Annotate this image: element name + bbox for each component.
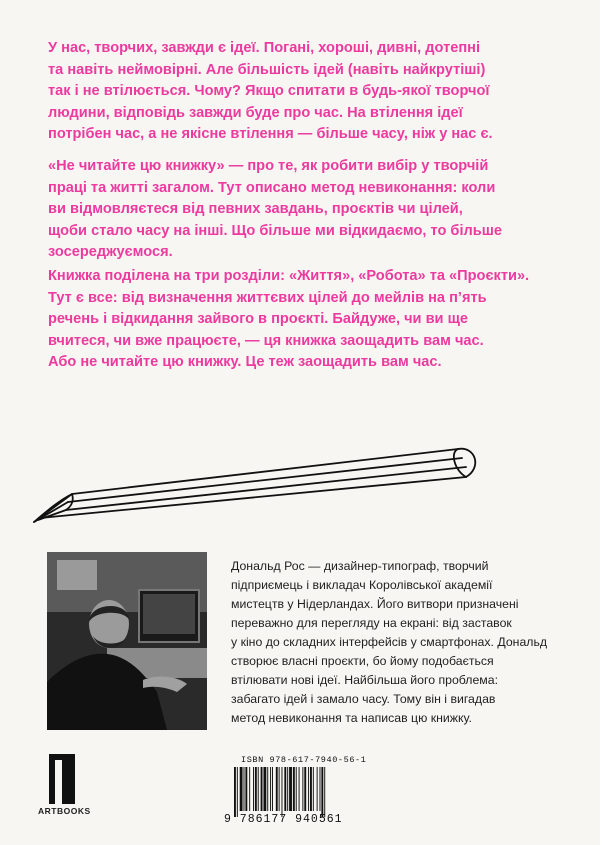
text-line: зосереджуємося. [48, 244, 173, 260]
barcode-bar [279, 767, 280, 811]
barcode-bar [299, 767, 300, 811]
text-line: підприємець і викладач Королівської академії [231, 578, 493, 592]
text-line: забагато ідей і замало часу. Тому він і вигадав [231, 692, 496, 706]
text-line: Книжка поділена на три розділи: «Життя», «Робота» та «Проєкти». [48, 268, 530, 284]
barcode-digits: 9 786177 940561 [224, 813, 343, 826]
barcode-bar [287, 767, 288, 811]
barcode-bar [284, 767, 286, 811]
barcode-bar [234, 767, 236, 817]
text-line: створює власні проєкти, бо йому подобається [231, 654, 494, 668]
text-line: потрібен час, а не якісне втілення — більше часу, ніж у нас є. [48, 126, 493, 142]
text-line: Дональд Рос — дизайнер-типограф, творчий [231, 559, 489, 573]
barcode-bar [304, 767, 306, 811]
text-line: так і не втілюється. Чому? Якщо спитати в будь-якої творчої [48, 83, 490, 99]
text-line: «Не читайте цю книжку» — про те, як робити вибір у творчій [48, 158, 489, 174]
text-line: метод невиконання та написав цю книжку. [231, 711, 472, 725]
barcode-bar [272, 767, 273, 811]
barcode-bar [320, 767, 321, 811]
barcode-bar [244, 767, 245, 811]
barcode-bar [255, 767, 257, 811]
text-line: у кіно до складних інтерфейсів у смартфонах. Дональд [231, 635, 548, 649]
text-line: праці та житті загалом. Тут описано метод невиконання: коли [48, 179, 496, 196]
text-line: щоби стало часу на інші. Що більше ми відкидаємо, то більше [48, 222, 503, 239]
barcode-bar [321, 767, 323, 817]
publisher-name: ARTBOOKS [38, 806, 91, 816]
barcode-bar [289, 767, 292, 811]
barcode-bar [253, 767, 254, 811]
text-line: Або не читайте цю книжку. Це теж заощадить вам час. [48, 354, 442, 370]
author-bio [231, 557, 581, 728]
barcode-bar [296, 767, 297, 811]
barcode-bar [313, 767, 314, 811]
isbn-label: ISBN 978-617-7940-56-1 [241, 755, 367, 765]
barcode-bar [324, 767, 325, 817]
barcode-bar [263, 767, 266, 811]
barcode-bar [240, 767, 243, 811]
intro-paragraph-2 [48, 156, 568, 264]
text-line: вчитеся, чи вже працюєте, — ця книжка заощадить вам час. [48, 332, 484, 349]
text-line: мистецтв у Нідерландах. Його витвори призначені [231, 597, 519, 611]
barcode-bar [308, 767, 309, 811]
barcode-bar [258, 767, 259, 811]
author-photo [47, 552, 207, 730]
barcode-bar [310, 767, 312, 811]
intro-paragraph-1 [48, 38, 568, 146]
barcode-bar [302, 767, 303, 811]
barcode-bar [261, 767, 263, 811]
barcode-bar [317, 767, 318, 811]
text-line: людини, відповідь завжди буде про час. На втілення ідеї [48, 104, 463, 121]
barcode-bar [245, 767, 247, 811]
text-line: переважно для перегляду на екрані: від заставок [231, 616, 512, 630]
text-line: втілювати нові ідеї. Найбільша його проблема: [231, 673, 499, 687]
pencil-illustration [30, 440, 500, 540]
text-line: Тут є все: від визначення життєвих цілей до мейлів на п’ять [48, 289, 487, 306]
barcode-bar [267, 767, 268, 811]
barcode-bar [270, 767, 271, 811]
barcode-bar [237, 767, 238, 817]
text-line: У нас, творчих, завжди є ідеї. Погані, хороші, дивні, дотепні [48, 40, 481, 56]
text-line: речень і відкидання зайвого в проєкті. Байдуже, чи ви ще [48, 311, 469, 327]
text-line: ви відмовляєтеся від певних завдань, проєктів чи цілей, [48, 201, 463, 217]
barcode [232, 767, 362, 819]
intro-paragraph-3 [48, 266, 568, 374]
artbooks-logo-icon [40, 752, 90, 808]
barcode-bar [293, 767, 295, 811]
text-line: та навіть неймовірні. Але більшість ідей (навіть найкрутіші) [48, 61, 486, 78]
barcode-bar [282, 767, 283, 817]
barcode-bar [276, 767, 278, 811]
barcode-bar [249, 767, 250, 811]
